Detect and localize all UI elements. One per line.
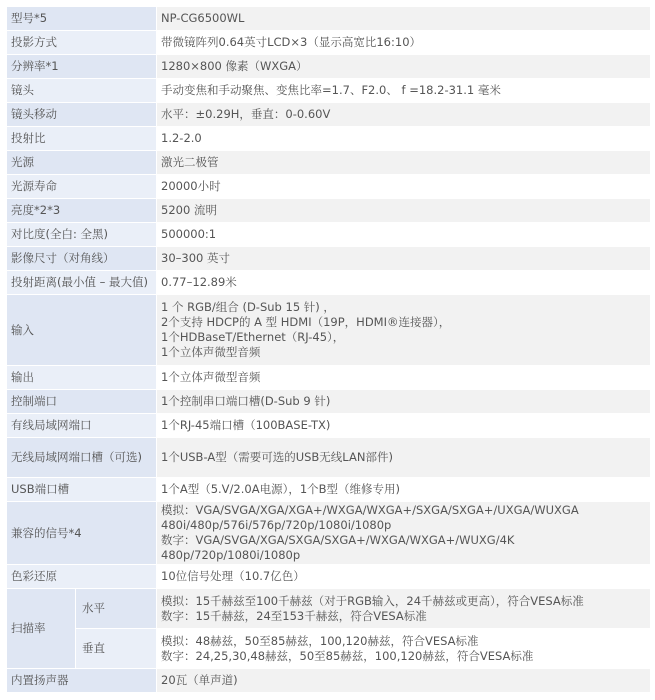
spec-value-line: 2个支持 HDCP的 A 型 HDMI（19P，HDMI®连接器）， xyxy=(161,315,451,329)
spec-value-line: 手动变焦和手动聚焦、变焦比率=1.7、F2.0、 f =18.2-31.1 毫米 xyxy=(161,83,501,97)
spec-label: 无线局域网端口槽（可选) xyxy=(7,438,157,478)
spec-label: 镜头 xyxy=(7,79,157,103)
spec-value xyxy=(157,103,651,127)
spec-label: 影像尺寸（对角线） xyxy=(7,247,157,271)
spec-label: 投影方式 xyxy=(7,31,157,55)
spec-value xyxy=(157,669,651,693)
spec-label: 输入 xyxy=(7,295,157,366)
spec-value xyxy=(157,7,651,31)
spec-value-line: 模拟：48赫兹，50至85赫兹，100,120赫兹，符合VESA标准 xyxy=(161,633,479,648)
spec-row xyxy=(7,247,651,271)
spec-label: 分辨率*1 xyxy=(7,55,157,79)
spec-label: 型号*5 xyxy=(7,7,157,31)
spec-label: 内置扬声器 xyxy=(7,669,157,693)
spec-value xyxy=(157,390,651,414)
spec-row-scan xyxy=(7,629,651,669)
spec-value xyxy=(157,438,651,478)
spec-row xyxy=(7,502,651,565)
spec-row xyxy=(7,390,651,414)
spec-value-line: 20000小时 xyxy=(161,179,221,193)
spec-label: 有线局域网端口 xyxy=(7,414,157,438)
spec-row xyxy=(7,669,651,693)
spec-value xyxy=(157,502,651,565)
spec-label: 光源寿命 xyxy=(7,175,157,199)
scan-sub-label: 垂直 xyxy=(76,629,157,669)
spec-value-line: 1个立体声微型音频 xyxy=(161,370,261,384)
spec-value-line: 数字：VGA/SVGA/XGA/SXGA/SXGA+/WXGA/WXGA+/WUXG/4K xyxy=(161,533,515,547)
spec-row xyxy=(7,414,651,438)
spec-row xyxy=(7,366,651,390)
spec-value xyxy=(157,199,651,223)
spec-value-line: 480p/720p/1080i/1080p xyxy=(161,548,301,562)
spec-row xyxy=(7,175,651,199)
spec-row xyxy=(7,295,651,366)
spec-label: 镜头移动 xyxy=(7,103,157,127)
spec-value-line: 带微镜阵列0.64英寸LCD×3（显示高宽比16:10） xyxy=(161,35,422,49)
spec-value xyxy=(157,223,651,247)
spec-value-line: 数字：24,25,30,48赫兹，50至85赫兹，100,120赫兹，符合VESA标准 xyxy=(161,648,534,663)
spec-value-line: 1 个 RGB/组合 (D-Sub 15 针) ， xyxy=(161,300,335,314)
spec-value xyxy=(157,31,651,55)
spec-row-scan xyxy=(7,589,651,629)
spec-value-line: 480i/480p/576i/576p/720p/1080i/1080p xyxy=(161,518,392,532)
spec-row xyxy=(7,223,651,247)
spec-value-line: 水平：±0.29H，垂直：0-0.60V xyxy=(161,107,331,121)
spec-value-line: NP-CG6500WL xyxy=(161,11,245,25)
spec-value-line: 1个控制串口端口槽(D-Sub 9 针) xyxy=(161,394,331,408)
scan-sub-label: 水平 xyxy=(76,589,157,629)
spec-table-body xyxy=(7,7,651,693)
spec-label: 投射距离(最小值 – 最大值) xyxy=(7,271,157,295)
spec-value xyxy=(157,589,651,629)
spec-value xyxy=(157,79,651,103)
scan-rate-label: 扫描率 xyxy=(7,589,76,669)
spec-value xyxy=(157,127,651,151)
spec-label: 光源 xyxy=(7,151,157,175)
spec-value xyxy=(157,414,651,438)
spec-value-line: 5200 流明 xyxy=(161,203,217,217)
spec-value xyxy=(157,366,651,390)
spec-row xyxy=(7,438,651,478)
spec-value-line: 1.2-2.0 xyxy=(161,131,202,145)
spec-row xyxy=(7,7,651,31)
spec-value xyxy=(157,247,651,271)
spec-row xyxy=(7,31,651,55)
spec-value-line: 20瓦（单声道) xyxy=(161,673,238,687)
spec-row xyxy=(7,151,651,175)
spec-value-line: 激光二极管 xyxy=(161,155,219,169)
spec-value-line: 数字：15千赫兹，24至153千赫兹，符合VESA标准 xyxy=(161,608,427,623)
spec-value-line: 1280×800 像素（WXGA） xyxy=(161,59,308,73)
spec-value xyxy=(157,295,651,366)
spec-label: 输出 xyxy=(7,366,157,390)
spec-value-line: 模拟：15千赫兹至100千赫兹（对于RGB输入，24千赫兹或更高），符合VESA标准 xyxy=(161,593,584,608)
spec-value-line: 1个RJ-45端口槽（100BASE-TX) xyxy=(161,418,331,432)
spec-value-line: 500000:1 xyxy=(161,227,217,241)
spec-value-line: 30–300 英寸 xyxy=(161,251,231,265)
spec-value-line: 10位信号处理（10.7亿色） xyxy=(161,569,305,583)
spec-label: 投射比 xyxy=(7,127,157,151)
spec-label: 色彩还原 xyxy=(7,565,157,589)
spec-value-line: 模拟：VGA/SVGA/XGA/XGA+/WXGA/WXGA+/SXGA/SXGA+/UXGA/WUXGA xyxy=(161,503,579,517)
spec-value-line: 1个A型（5.V/2.0A电源），1个B型（维修专用) xyxy=(161,482,401,496)
spec-row xyxy=(7,478,651,502)
spec-row xyxy=(7,271,651,295)
spec-value xyxy=(157,271,651,295)
spec-value xyxy=(157,175,651,199)
spec-value xyxy=(157,151,651,175)
spec-label: USB端口槽 xyxy=(7,478,157,502)
spec-label: 亮度*2*3 xyxy=(7,199,157,223)
spec-value-line: 1个立体声微型音频 xyxy=(161,345,261,359)
spec-value xyxy=(157,629,651,669)
spec-row xyxy=(7,55,651,79)
spec-row xyxy=(7,127,651,151)
spec-value xyxy=(157,55,651,79)
spec-label: 兼容的信号*4 xyxy=(7,502,157,565)
spec-value xyxy=(157,478,651,502)
spec-row xyxy=(7,199,651,223)
spec-value-line: 1个USB-A型（需要可选的USB无线LAN部件) xyxy=(161,450,393,464)
spec-row xyxy=(7,565,651,589)
spec-row xyxy=(7,79,651,103)
spec-value xyxy=(157,565,651,589)
spec-value-line: 1个HDBaseT/Ethernet（RJ-45）， xyxy=(161,330,345,344)
spec-table xyxy=(6,6,651,693)
spec-value-line: 0.77–12.89米 xyxy=(161,275,237,289)
spec-label: 控制端口 xyxy=(7,390,157,414)
spec-label: 对比度(全白: 全黑) xyxy=(7,223,157,247)
spec-row xyxy=(7,103,651,127)
